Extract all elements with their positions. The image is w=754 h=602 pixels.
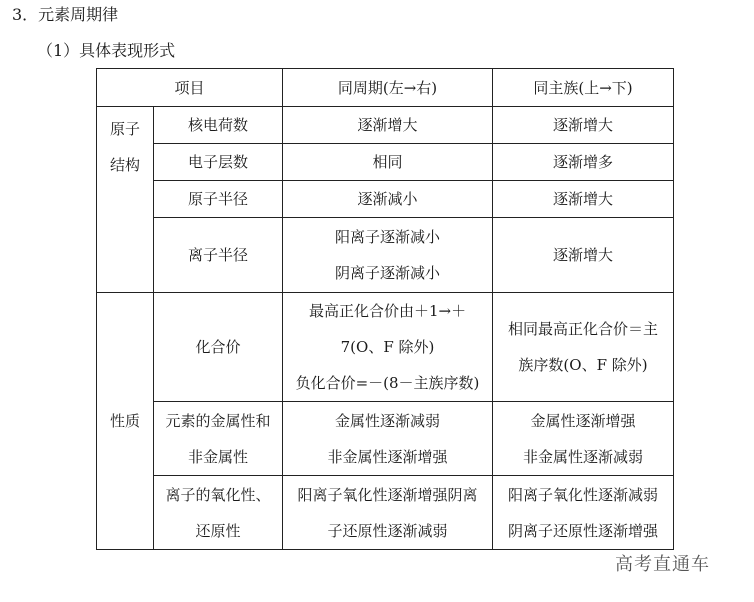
cell-line: 还原性 <box>195 521 241 540</box>
table-row <box>97 181 674 218</box>
row-period <box>283 218 493 293</box>
subsection-heading: （1）具体表现形式 <box>37 41 176 60</box>
group-label-line: 结构 <box>109 156 140 174</box>
group-label-property: 性质 <box>97 293 154 550</box>
row-item: 离子半径 <box>154 218 283 293</box>
row-item: 化合价 <box>154 293 283 402</box>
group-label-structure <box>97 107 154 293</box>
cell-line: 非金属性逐渐增强 <box>327 447 448 466</box>
cell-line: 最高正化合价由＋1→＋ <box>308 302 467 320</box>
cell-line: 阴离子还原性逐渐增强 <box>508 521 659 540</box>
cell-line: 阳离子氧化性逐渐增强阴离 <box>297 485 478 504</box>
section-heading: 3．元素周期律 <box>12 5 119 24</box>
cell-line: 元素的金属性和 <box>165 411 271 430</box>
table-row <box>97 107 674 144</box>
row-period <box>283 476 493 550</box>
cell-line: 阳离子逐渐减小 <box>335 228 441 246</box>
cell-line: 离子的氧化性、 <box>165 485 271 504</box>
periodic-law-table <box>96 68 674 550</box>
row-item <box>154 476 283 550</box>
row-item <box>154 402 283 476</box>
table-row <box>97 293 674 402</box>
row-group <box>493 476 674 550</box>
cell-line: 子还原性逐渐减弱 <box>327 521 448 540</box>
row-group: 逐渐增多 <box>493 144 674 181</box>
row-item: 原子半径 <box>154 181 283 218</box>
table-header-row <box>97 69 674 107</box>
watermark: 高考直通车 <box>615 554 710 575</box>
cell-line: 非金属性 <box>188 447 249 466</box>
table-row <box>97 402 674 476</box>
table-row <box>97 218 674 293</box>
table-row <box>97 476 674 550</box>
header-group: 同主族(上→下) <box>493 69 674 107</box>
cell-line: 金属性逐渐减弱 <box>335 411 441 430</box>
row-item: 核电荷数 <box>154 107 283 144</box>
row-period <box>283 293 493 402</box>
row-group: 逐渐增大 <box>493 107 674 144</box>
row-group <box>493 402 674 476</box>
row-group: 逐渐增大 <box>493 218 674 293</box>
row-group <box>493 293 674 402</box>
cell-line: 金属性逐渐增强 <box>530 411 636 430</box>
header-period: 同周期(左→右) <box>283 69 493 107</box>
header-item: 项目 <box>97 69 283 107</box>
row-item: 电子层数 <box>154 144 283 181</box>
cell-line: 阳离子氧化性逐渐减弱 <box>508 485 659 504</box>
cell-line: 负化合价=－(8－主族序数) <box>295 374 480 392</box>
row-group: 逐渐增大 <box>493 181 674 218</box>
row-period: 相同 <box>283 144 493 181</box>
cell-line: 阴离子逐渐减小 <box>335 264 441 282</box>
cell-line: 7(O、F 除外) <box>340 338 435 356</box>
row-period <box>283 402 493 476</box>
row-period: 逐渐增大 <box>283 107 493 144</box>
cell-line: 相同最高正化合价＝主 <box>508 320 659 338</box>
table-row <box>97 144 674 181</box>
group-label-line: 原子 <box>109 120 140 138</box>
cell-line: 族序数(O、F 除外) <box>518 356 648 374</box>
cell-line: 非金属性逐渐减弱 <box>523 447 644 466</box>
row-period: 逐渐减小 <box>283 181 493 218</box>
